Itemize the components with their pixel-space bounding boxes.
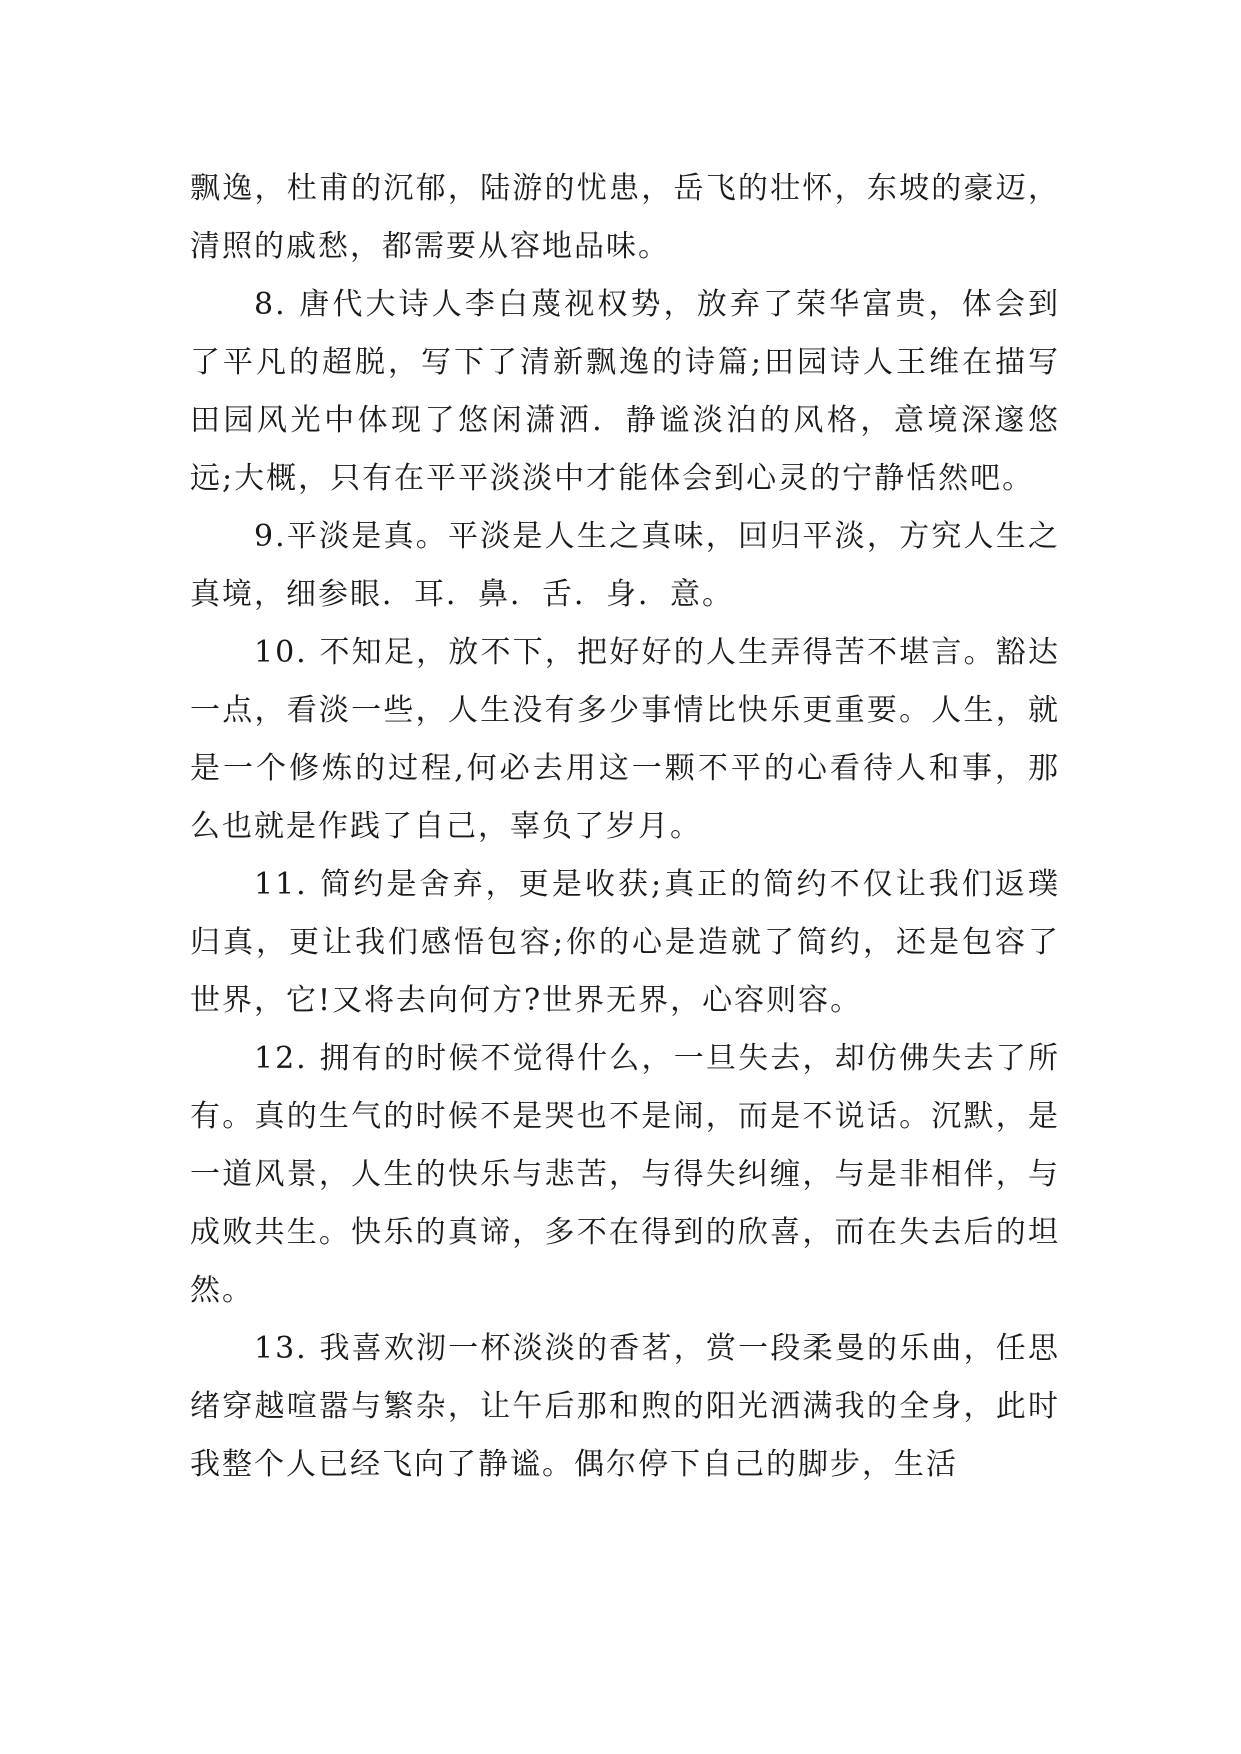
document-body — [190, 160, 1060, 1494]
paragraph-item-12: 12. 拥有的时候不觉得什么，一旦失去，却仿佛失去了所有。真的生气的时候不是哭也不是闹，而是不说话。沉默，是一道风景，人生的快乐与悲苦，与得失纠缠，与是非相伴，与成败共生。快乐的真谛，多不在得到的欣喜，而在失去后的坦然。 — [190, 1041, 1060, 1308]
paragraph-item-11: 11. 简约是舍弃，更是收获;真正的简约不仅让我们返璞归真，更让我们感悟包容;你的心是造就了简约，还是包容了世界，它!又将去向何方?世界无界，心容则容。 — [190, 867, 1060, 1018]
paragraph-item-9: 9.平淡是真。平淡是人生之真味，回归平淡，方究人生之真境，细参眼．耳．鼻．舌．身．意。 — [190, 519, 1060, 612]
paragraph-continuation: 飘逸，杜甫的沉郁，陆游的忧患，岳飞的壮怀，东坡的豪迈，清照的戚愁，都需要从容地品味。 — [190, 171, 1060, 264]
paragraph-item-10: 10. 不知足，放不下，把好好的人生弄得苦不堪言。豁达一点，看淡一些，人生没有多少事情比快乐更重要。人生，就是一个修炼的过程,何必去用这一颗不平的心看待人和事，那么也就是作践了自己，辜负了岁月。 — [190, 635, 1060, 844]
paragraph-item-13: 13. 我喜欢沏一杯淡淡的香茗，赏一段柔曼的乐曲，任思绪穿越喧嚣与繁杂，让午后那和煦的阳光洒满我的全身，此时我整个人已经飞向了静谧。偶尔停下自己的脚步，生活 — [190, 1331, 1060, 1482]
paragraph-item-8: 8. 唐代大诗人李白蔑视权势，放弃了荣华富贵，体会到了平凡的超脱，写下了清新飘逸的诗篇;田园诗人王维在描写田园风光中体现了悠闲潇洒．静谧淡泊的风格，意境深邃悠远;大概，只有在平平淡淡中才能体会到心灵的宁静恬然吧。 — [190, 287, 1060, 496]
